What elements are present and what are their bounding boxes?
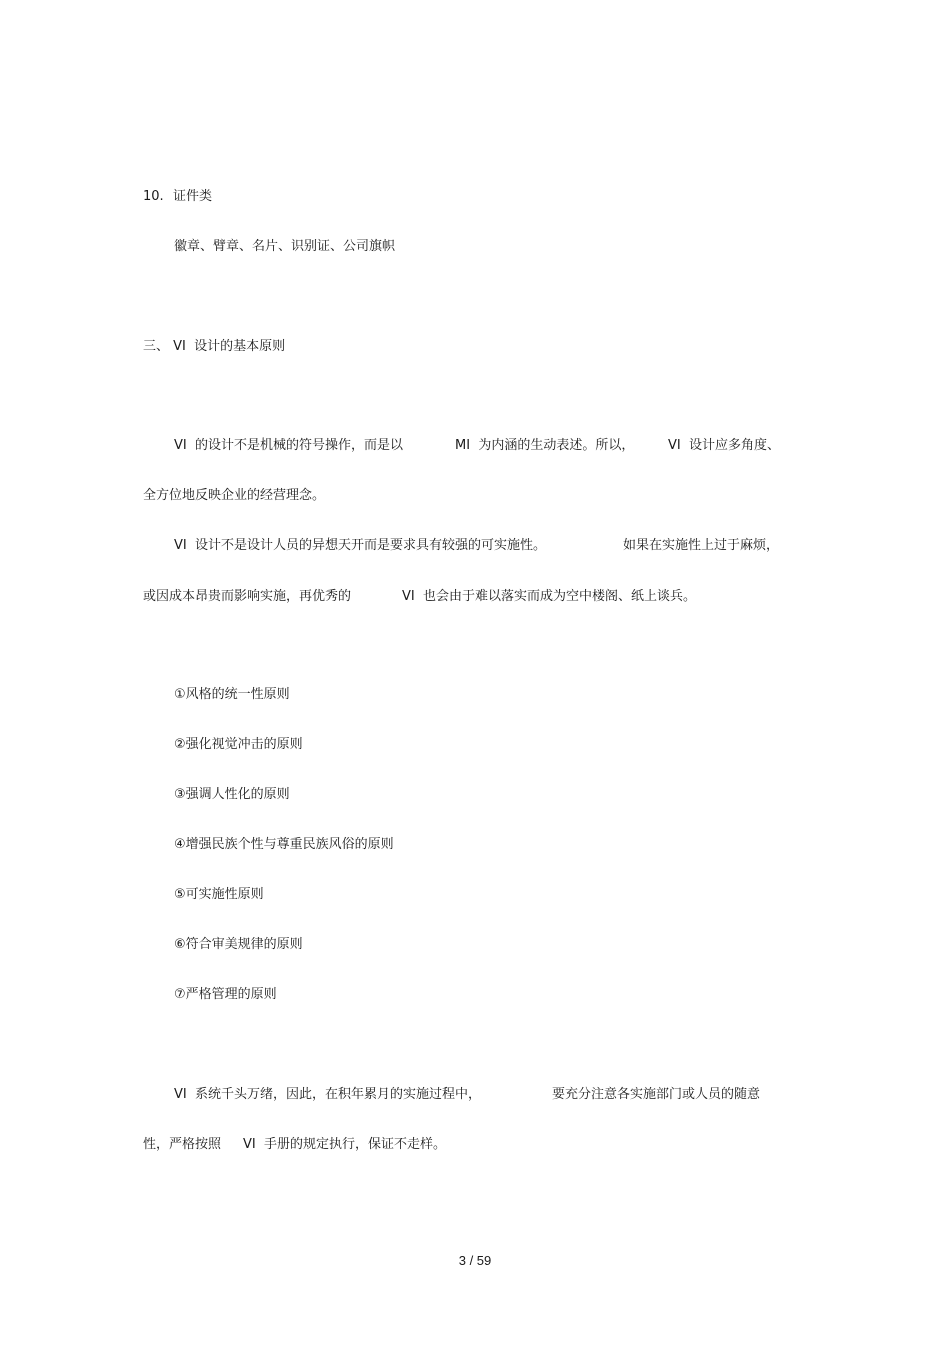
section-3-heading: 三、 VI 设计的基本原则 [143, 339, 286, 354]
paragraph-2-line-1a: VI 设计不是设计人员的异想天开而是要求具有较强的可实施性。 [174, 538, 546, 553]
principle-item-1: ①风格的统一性原则 [174, 687, 290, 702]
paragraph-3-line-2b: VI 手册的规定执行，保证不走样。 [243, 1137, 446, 1152]
section-10-items: 徽章、臂章、名片、识别证、公司旗帜 [174, 239, 396, 254]
paragraph-3-line-2a: 性，严格按照 [143, 1137, 222, 1152]
paragraph-1-line-1b: MI 为内涵的生动表述。所以， [455, 438, 635, 453]
paragraph-1-line-1c: VI 设计应多角度、 [668, 438, 780, 453]
page-indicator: 3 / 59 [458, 1253, 492, 1268]
principle-item-5: ⑤可实施性原则 [174, 887, 264, 902]
principle-item-3: ③强调人性化的原则 [174, 787, 290, 802]
paragraph-2-line-1b: 如果在实施性上过于麻烦， [623, 538, 780, 553]
paragraph-1-line-2: 全方位地反映企业的经营理念。 [143, 488, 326, 503]
paragraph-2-line-2b: VI 也会由于难以落实而成为空中楼阁、纸上谈兵。 [402, 589, 696, 604]
section-10-title: 证件类 [173, 189, 213, 204]
paragraph-3-line-1a: VI 系统千头万绪，因此，在积年累月的实施过程中， [174, 1087, 481, 1102]
principle-item-6: ⑥符合审美规律的原则 [174, 937, 303, 952]
section-10-number: 10. [143, 189, 164, 204]
paragraph-1-line-1a: VI 的设计不是机械的符号操作，而是以 [174, 438, 403, 453]
paragraph-2-line-2a: 或因成本昂贵而影响实施，再优秀的 [143, 589, 352, 604]
principle-item-2: ②强化视觉冲击的原则 [174, 737, 303, 752]
principle-item-4: ④增强民族个性与尊重民族风俗的原则 [174, 837, 394, 852]
paragraph-3-line-1b: 要充分注意各实施部门或人员的随意 [552, 1087, 761, 1102]
principle-item-7: ⑦严格管理的原则 [174, 987, 277, 1002]
